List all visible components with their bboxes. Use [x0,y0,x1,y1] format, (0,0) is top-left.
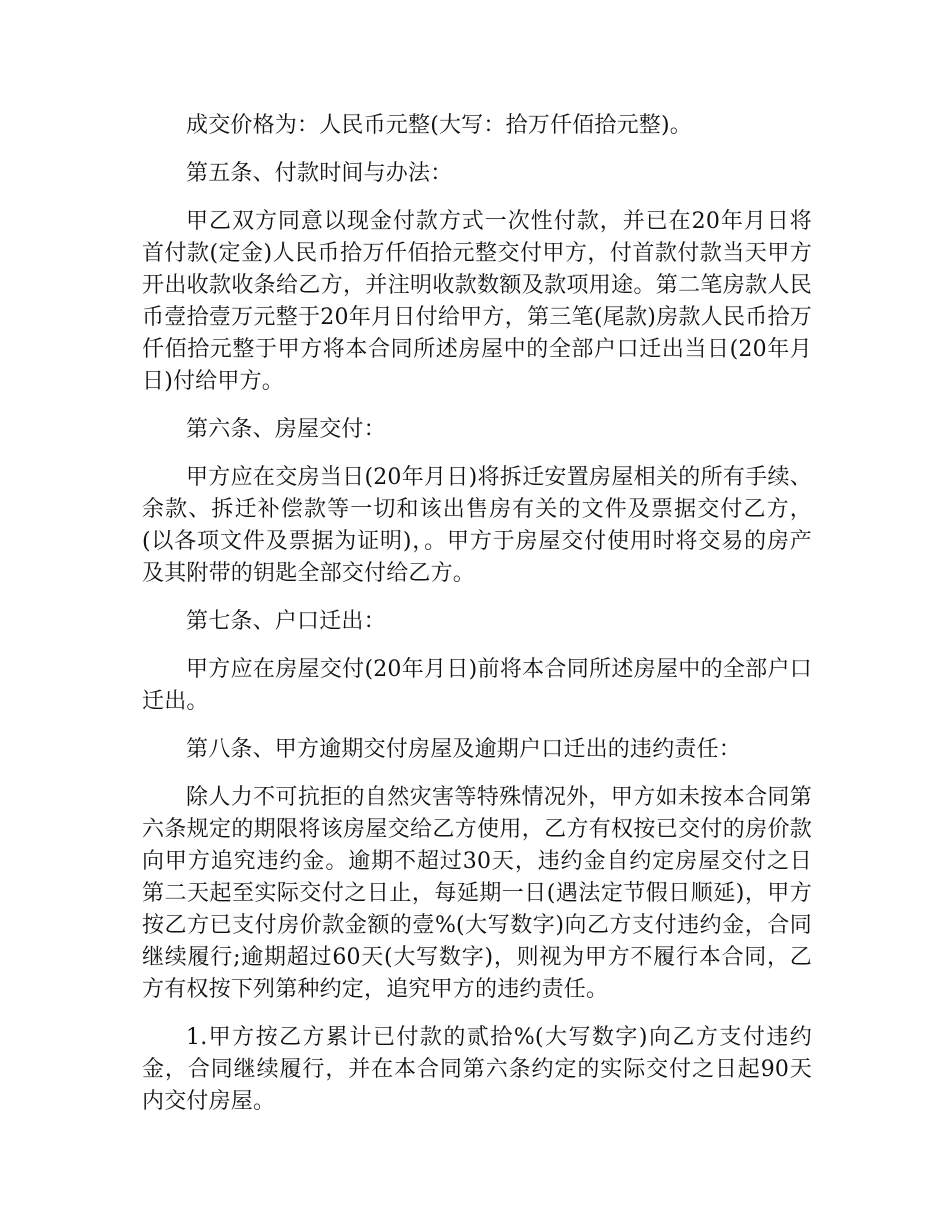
article-7-heading: 第七条、户口迁出： [186,609,386,634]
article-5-heading: 第五条、付款时间与办法： [186,161,453,186]
payment-paragraph: 甲乙双方同意以现金付款方式一次性付款，并已在20年月日将首付款(定金)人民币拾万仟佰拾元整交付甲方，付首款付款当天甲方开出收款收条给乙方，并注明收款数额及款项用途。第二笔房款人民币壹拾壹万元整于20年月日付给甲方，第三笔(尾款)房款人民币拾万仟佰拾元整于甲方将本合同所述房屋中的全部户口迁出当日(20年月日)付给甲方。 [142,209,812,394]
article-8-heading: 第八条、甲方逾期交付房屋及逾期户口迁出的违约责任： [186,737,742,762]
delivery-paragraph: 甲方应在交房当日(20年月日)将拆迁安置房屋相关的所有手续、余款、拆迁补偿款等一切和该出售房有关的文件及票据交付乙方，(以各项文件及票据为证明)，。甲方于房屋交付使用时将交易的房产及其附带的钥匙全部交付给乙方。 [142,465,812,586]
breach-liability-paragraph: 除人力不可抗拒的自然灾害等特殊情况外，甲方如未按本合同第六条规定的期限将该房屋交给乙方使用，乙方有权按已交付的房价款向甲方追究违约金。逾期不超过30天，违约金自约定房屋交付之日第二天起至实际交付之日止，每延期一日(遇法定节假日顺延)，甲方按乙方已支付房价款金额的壹%(大写数字)向乙方支付违约金，合同继续履行;逾期超过60天(大写数字)，则视为甲方不履行本合同，乙方有权按下列第种约定，追究甲方的违约责任。 [142,785,812,1002]
document-body [142,110,812,1118]
liability-option-1-paragraph: 1.甲方按乙方累计已付款的贰拾%(大写数字)向乙方支付违约金，合同继续履行，并在本合同第六条约定的实际交付之日起90天内交付房屋。 [142,1025,812,1114]
household-registration-paragraph: 甲方应在房屋交付(20年月日)前将本合同所述房屋中的全部户口迁出。 [142,657,812,714]
price-paragraph: 成交价格为：人民币元整(大写：拾万仟佰拾元整)。 [186,113,692,138]
article-6-heading: 第六条、房屋交付： [186,417,386,442]
